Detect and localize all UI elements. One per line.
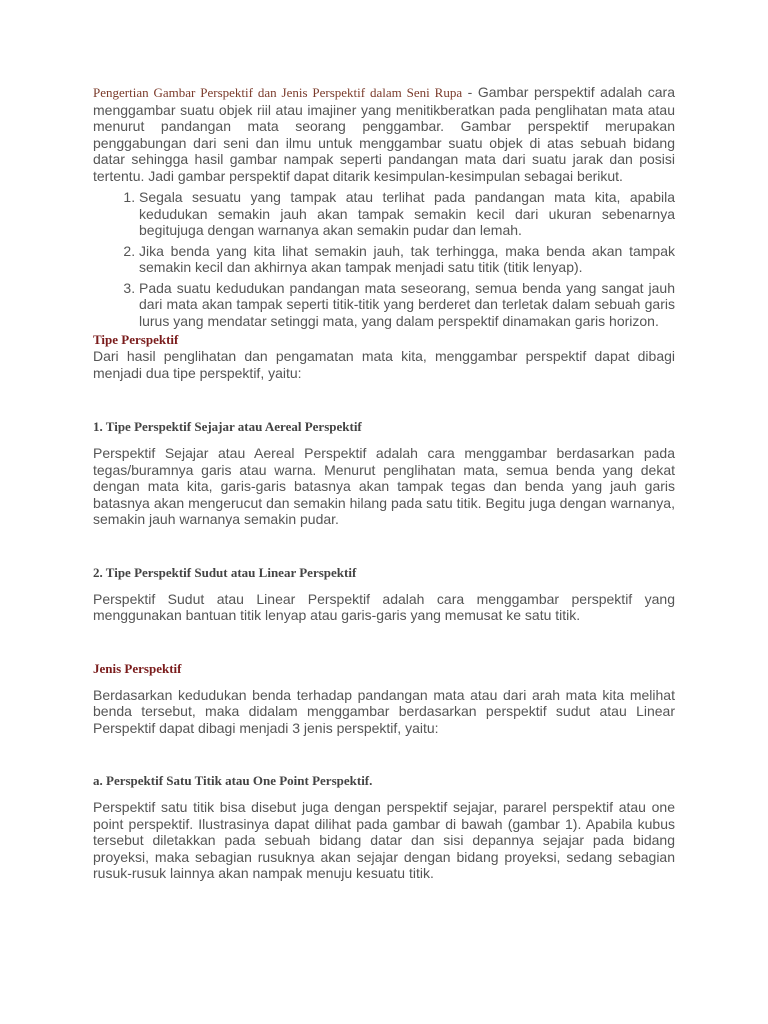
intro-title: Pengertian Gambar Perspektif dan Jenis Perspektif dalam Seni Rupa: [93, 85, 463, 100]
tipe-sudut-paragraph: Perspektif Sudut atau Linear Perspektif adalah cara menggambar perspektif yang menggunakan bantuan titik lenyap atau garis-garis yang memusat ke satu titik.: [93, 590, 675, 623]
heading-tipe-sudut: 2. Tipe Perspektif Sudut atau Linear Perspektif: [93, 564, 357, 580]
heading-tipe-sejajar: 1. Tipe Perspektif Sejajar atau Aereal Perspektif: [93, 419, 362, 434]
intro-separator: -: [462, 84, 478, 100]
document-page: [93, 84, 675, 882]
list-item: 1. Segala sesuatu yang tampak atau terlihat pada pandangan mata kita, apabila kedudukan semakin jauh akan tampak semakin kecil dari ukuran sebenarnya begitujuga dengan warnanya akan semakin pudar dan lemah.: [139, 189, 675, 239]
intro-paragraph: [93, 84, 675, 184]
intro-text: Gambar perspektif adalah cara menggambar suatu objek riil atau imajiner yang menitikberatkan pada penglihatan mata atau menurut pandangan mata seorang penggambar. Gambar perspektif merupakan penggabungan dari seni dan ilmu untuk menggambar suatu objek di atas sebuah bidang datar sehingga hasil gambar nampak seperti pandangan mata dari suatu jarak dan posisi tertentu. Jadi gambar perspektif dapat ditarik kesimpulan-kesimpulan sebagai berikut.: [93, 84, 675, 184]
heading-jenis-perspektif: Jenis Perspektif: [93, 660, 182, 676]
heading-satu-titik: a. Perspektif Satu Titik atau One Point Perspektif.: [93, 773, 373, 788]
list-item: 3. Pada suatu kedudukan pandangan mata seseorang, semua benda yang sangat jauh dari mata akan tampak seperti titik-titik yang berderet dan terletak dalam sebuah garis lurus yang mendatar setinggi mata, yang dalam perspektif dinamakan garis horizon.: [139, 280, 675, 330]
tipe-sejajar-paragraph: Perspektif Sejajar atau Aereal Perspektif adalah cara menggambar berdasarkan pada tegas/buramnya garis atau warna. Menurut penglihatan mata, semua benda yang dekat dengan mata kita, garis-garis batasnya akan tampak tegas dan benda yang jauh garis batasnya akan mengerucut dan semakin hilang pada satu titik. Begitu juga dengan warnanya, semakin jauh warnanya semakin pudar.: [93, 445, 675, 527]
heading-tipe-perspektif: Tipe Perspektif: [93, 332, 179, 347]
list-item: 2. Jika benda yang kita lihat semakin jauh, tak terhingga, maka benda akan tampak semakin kecil dan akhirnya akan tampak menjadi satu titik (titik lenyap).: [139, 243, 675, 276]
tipe-paragraph: Dari hasil penglihatan dan pengamatan mata kita, menggambar perspektif dapat dibagi menjadi dua tipe perspektif, yaitu:: [93, 348, 675, 381]
satu-titik-paragraph: Perspektif satu titik bisa disebut juga dengan perspektif sejajar, pararel perspektif atau one point perspektif. Ilustrasinya dapat dilihat pada gambar di bawah (gambar 1). Apabila kubus tersebut diletakkan pada sebuah bidang datar dan sisi depannya sejajar pada bidang proyeksi, maka sebagian rusuknya akan sejajar dengan bidang proyeksi, sedang sebagian rusuk-rusuk lainnya akan nampak menuju kesuatu titik.: [93, 799, 675, 881]
conclusion-list: [93, 189, 675, 329]
jenis-paragraph: Berdasarkan kedudukan benda terhadap pandangan mata atau dari arah mata kita melihat benda tersebut, maka didalam menggambar berdasarkan perspektif sudut atau Linear Perspektif dapat dibagi menjadi 3 jenis perspektif, yaitu:: [93, 686, 675, 736]
